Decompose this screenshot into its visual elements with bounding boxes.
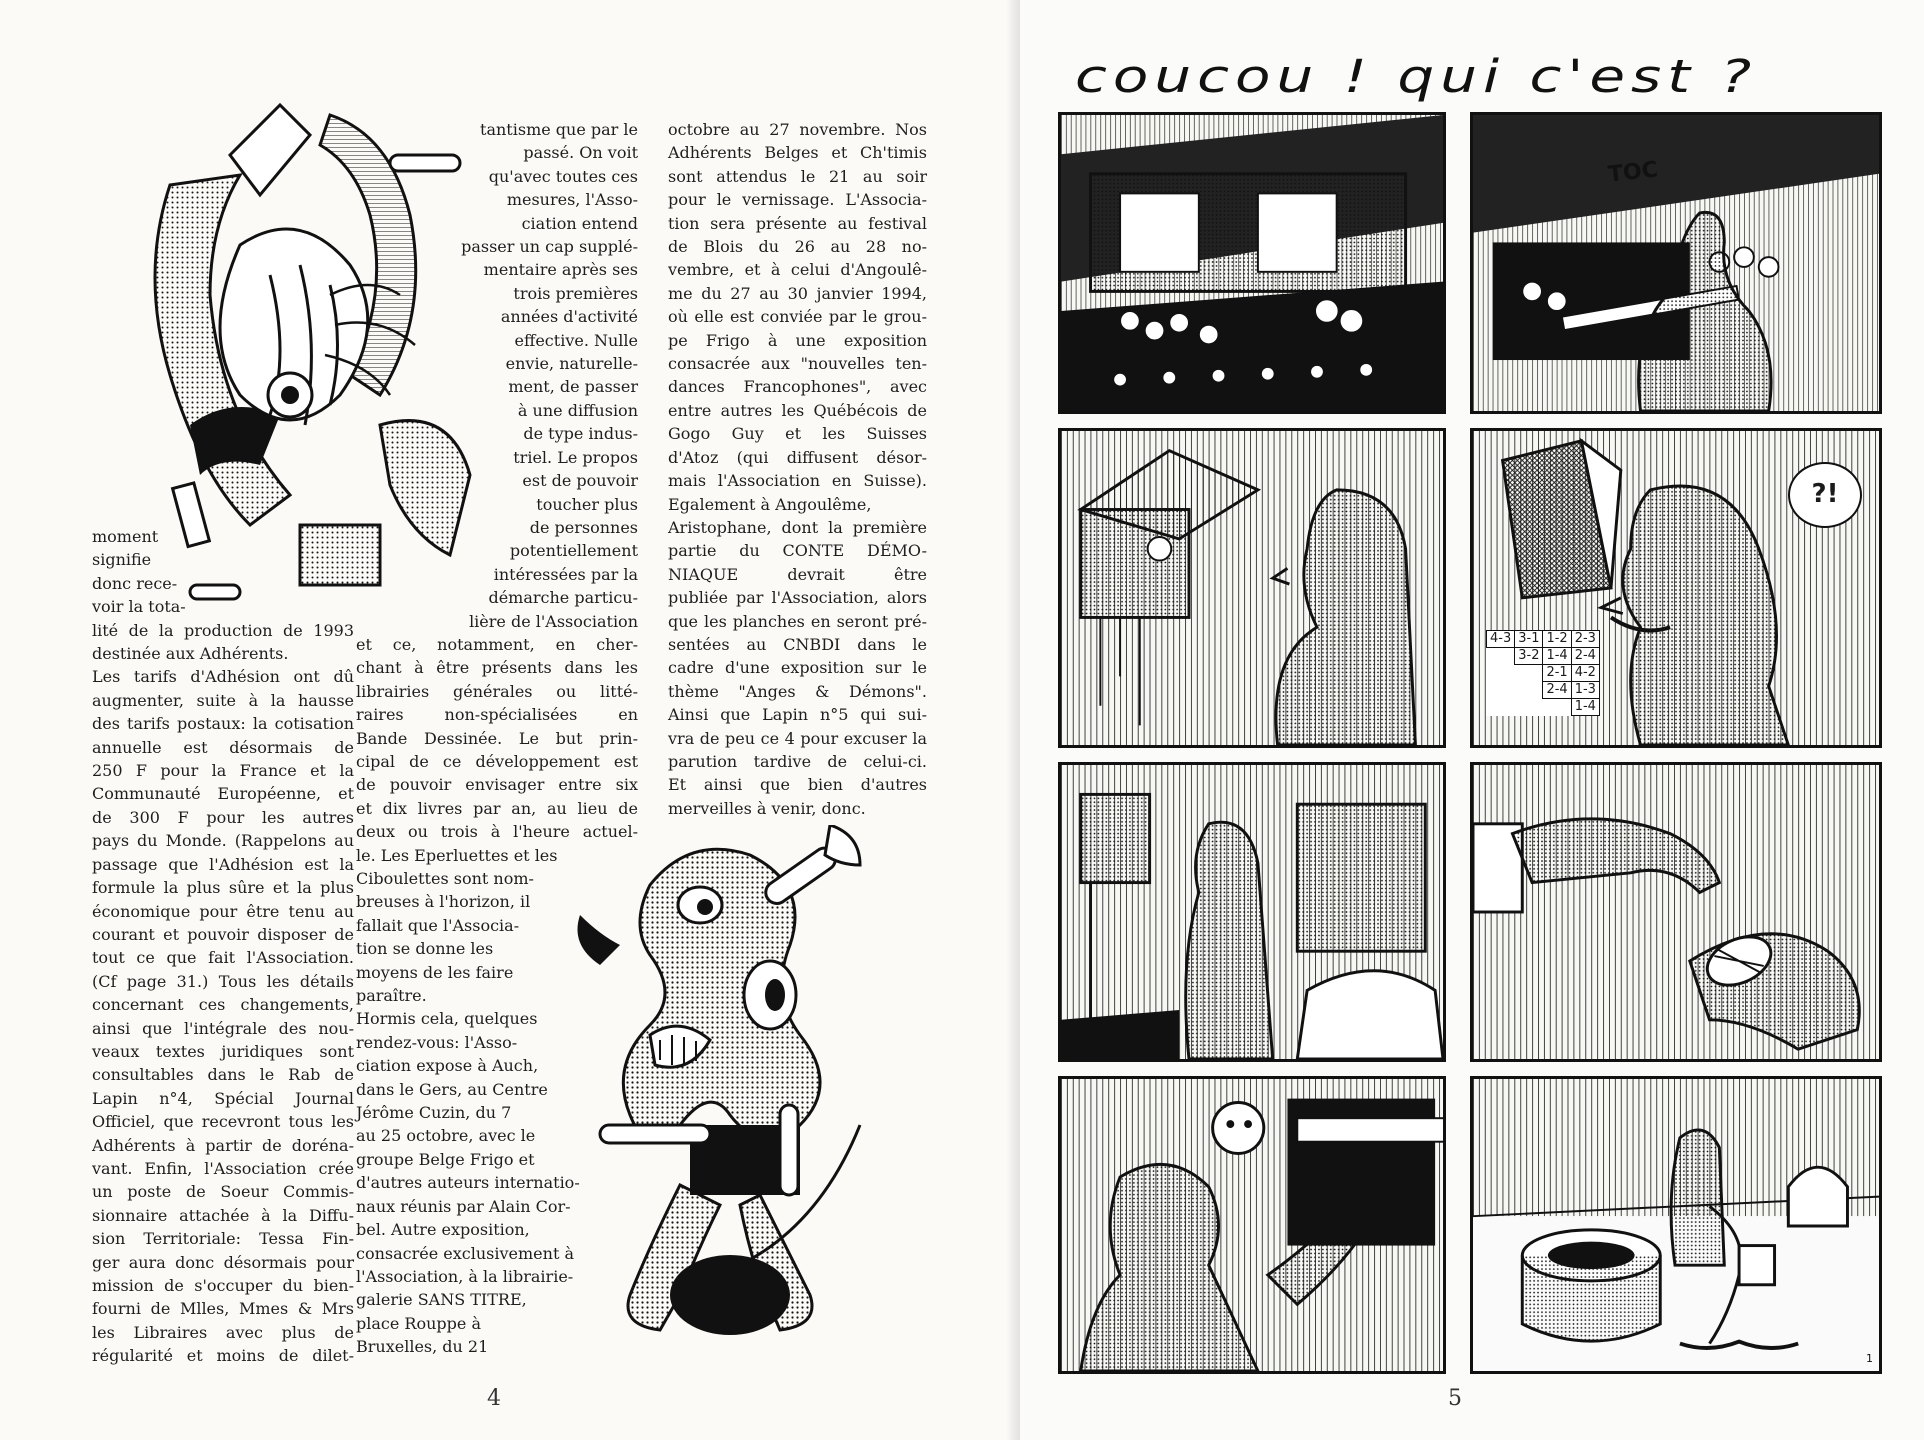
text-line: deux ou trois à l'heure actuel-: [356, 822, 638, 842]
text-line: NIAQUE devrait être: [668, 564, 927, 584]
number-pair-grid: [1486, 630, 1600, 716]
thought-bubble: ?!: [1788, 462, 1862, 528]
text-line: Aristophane, dont la première: [668, 517, 927, 537]
text-line: donc rece-: [92, 573, 178, 593]
text-line: tout ce que fait l'Association.: [92, 948, 354, 968]
grid-cell: [1515, 682, 1543, 699]
text-line: sionnaire attachée à la Diffu-: [92, 1205, 354, 1225]
text-line: merveilles à venir, donc.: [668, 798, 866, 818]
text-line: envie, naturelle-: [505, 354, 638, 374]
grid-row: [1487, 699, 1600, 716]
text-line: trois premières: [513, 283, 638, 303]
text-line: tantisme que par le: [480, 120, 638, 139]
text-line: Adhérents Belges et Ch'timis: [668, 143, 927, 163]
text-line: sion Territoriale: Tessa Fin-: [92, 1229, 354, 1249]
text-line: ciation expose à Auch,: [356, 1056, 539, 1076]
text-line: passage que l'Adhésion est la: [92, 854, 354, 874]
text-line: économique pour être tenu au: [92, 901, 354, 921]
panel-number: 1: [1866, 1352, 1873, 1365]
text-line: toucher plus: [536, 494, 638, 514]
comic-panel-3: [1058, 428, 1446, 748]
grid-cell: [1543, 699, 1571, 716]
text-line: vembre, et à celui d'Angoulê-: [668, 260, 927, 280]
text-line: groupe Belge Frigo et: [356, 1149, 535, 1169]
page-number-right: 5: [1448, 1386, 1462, 1411]
text-line: cipal de ce développement est: [356, 751, 638, 771]
text-line: pour le vernissage. L'Associa-: [668, 190, 927, 210]
text-line: fallait que l'Associa-: [356, 915, 520, 935]
text-line: destinée aux Adhérents.: [92, 644, 289, 664]
text-line: moyens de les faire: [356, 962, 514, 982]
text-line: parution tardive de celui-ci.: [668, 751, 927, 771]
text-line: Adhérents à partir de doréna-: [92, 1135, 354, 1155]
text-line: tion sera présente au festival: [668, 213, 927, 233]
grid-cell: 2-4: [1571, 648, 1599, 665]
text-line: Les tarifs d'Adhésion ont dû: [92, 667, 354, 687]
text-line: Communauté Européenne, et: [92, 784, 354, 804]
text-line: mission de s'occuper du bien-: [92, 1276, 354, 1295]
text-line: mentaire après ses: [483, 260, 638, 280]
comic-panel-2: [1470, 112, 1882, 414]
grid-cell: 4-3: [1487, 631, 1515, 648]
text-line: veaux textes juridiques sont: [92, 1041, 354, 1061]
text-line: breuses à l'horizon, il: [356, 892, 531, 912]
grid-cell: 1-4: [1543, 648, 1571, 665]
text-line: me du 27 au 30 janvier 1994,: [668, 283, 927, 303]
text-column-3: [668, 118, 927, 820]
text-line: années d'activité: [500, 307, 638, 327]
sound-effect-toc: TOC: [1606, 157, 1660, 188]
comic-panel-5: [1058, 762, 1446, 1062]
grid-cell: [1487, 699, 1515, 716]
text-line: Officiel, que recevront tous les: [92, 1112, 354, 1132]
text-line: publiée par l'Association, alors: [668, 588, 927, 608]
text-line: et ce, notamment, en cher-: [356, 634, 638, 654]
text-line: annuelle est désormais de: [92, 737, 354, 757]
text-line: courant et pouvoir disposer de: [92, 924, 354, 944]
grid-cell: [1515, 699, 1543, 716]
text-line: démarche particu-: [488, 588, 638, 608]
text-line: (Cf page 31.) Tous les détails: [92, 971, 354, 991]
text-line: des tarifs postaux: la cotisation: [92, 714, 354, 734]
text-line: moment: [92, 527, 159, 546]
text-line: augmenter, suite à la hausse: [92, 690, 354, 710]
text-line: effective. Nulle: [514, 330, 638, 350]
text-line: que les planches en seront pré-: [668, 611, 927, 631]
text-line: Ainsi que Lapin n°5 qui sui-: [668, 705, 927, 725]
text-line: un poste de Soeur Commis-: [92, 1182, 354, 1202]
text-line: d'Atoz (qui diffusent désor-: [668, 447, 927, 467]
text-line: les Libraires avec plus de: [92, 1322, 354, 1342]
text-line: paraître.: [356, 986, 427, 1006]
comic-panel-8: [1470, 1076, 1882, 1374]
grid-cell: 3-1: [1515, 631, 1543, 648]
grid-cell: 1-4: [1571, 699, 1599, 716]
grid-row: [1487, 631, 1600, 648]
text-line: régularité et moins de dilet-: [92, 1346, 354, 1366]
text-column-1: [92, 525, 354, 1368]
text-line: voir la tota-: [92, 597, 186, 617]
text-line: rendez-vous: l'Asso-: [356, 1032, 518, 1052]
comic-panel-1: [1058, 112, 1446, 414]
text-line: place Rouppe à: [356, 1313, 481, 1333]
text-line: consacrée exclusivement à: [356, 1243, 574, 1263]
text-line: ger aura donc désormais pour: [92, 1252, 354, 1272]
text-line: Hormis cela, quelques: [356, 1009, 538, 1029]
text-line: intéressées par la: [493, 564, 638, 584]
text-line: mesures, l'Asso-: [506, 190, 638, 210]
text-line: Egalement à Angoulême,: [668, 494, 872, 514]
text-line: chant à être présents dans les: [356, 658, 638, 678]
text-line: pe Frigo à une exposition: [668, 330, 927, 350]
text-line: lière de l'Association: [469, 611, 638, 631]
text-line: consacrée aux "nouvelles ten-: [668, 354, 927, 374]
text-line: librairies générales ou litté-: [356, 681, 638, 701]
grid-row: [1487, 648, 1600, 665]
text-line: lité de la production de 1993: [92, 620, 354, 640]
text-line: de personnes: [529, 517, 638, 537]
text-line: entre autres les Québécois de: [668, 400, 927, 420]
text-line: Bruxelles, du 21: [356, 1337, 489, 1357]
text-line: est de pouvoir: [522, 471, 638, 491]
text-line: ment, de passer: [508, 377, 638, 397]
text-line: tion se donne les: [356, 939, 494, 959]
grid-row: [1487, 665, 1600, 682]
text-line: Lapin n°4, Spécial Journal: [92, 1088, 354, 1108]
text-line: de Blois du 26 au 28 no-: [668, 237, 927, 257]
text-line: raires non-spécialisées en: [356, 705, 638, 725]
grid-cell: 4-2: [1571, 665, 1599, 682]
text-line: ciation entend: [521, 213, 638, 233]
grid-cell: [1487, 682, 1515, 699]
comic-panel-6: [1470, 762, 1882, 1062]
text-line: signifie: [92, 550, 152, 570]
grid-cell: 1-2: [1543, 631, 1571, 648]
text-line: sentées au CNBDI dans le: [668, 634, 927, 654]
text-line: l'Association, à la librairie-: [356, 1266, 574, 1286]
text-line: triel. Le propos: [513, 447, 638, 467]
grid-cell: 2-3: [1571, 631, 1599, 648]
text-line: et dix livres par an, au lieu de: [356, 798, 638, 818]
text-line: où elle est conviée par le grou-: [668, 307, 927, 327]
grid-row: [1487, 682, 1600, 699]
text-line: 250 F pour la France et la: [92, 761, 354, 781]
text-line: partie du CONTE DÉMO-: [668, 541, 927, 561]
text-line: Jérôme Cuzin, du 7: [356, 1103, 512, 1123]
text-line: d'autres auteurs internatio-: [356, 1173, 580, 1193]
text-line: mais l'Association en Suisse).: [668, 471, 927, 491]
text-line: bel. Autre exposition,: [356, 1220, 530, 1240]
text-line: thème "Anges & Démons".: [668, 681, 927, 701]
text-line: de type indus-: [523, 424, 638, 444]
grid-cell: [1487, 648, 1515, 665]
grid-cell: [1487, 665, 1515, 682]
grid-cell: 3-2: [1515, 648, 1543, 665]
page-number-left: 4: [487, 1386, 501, 1411]
text-line: sont attendus le 21 au soir: [668, 166, 927, 186]
text-line: Gogo Guy et les Suisses: [668, 424, 927, 444]
text-line: dans le Gers, au Centre: [356, 1079, 548, 1099]
text-line: au 25 octobre, avec le: [356, 1126, 536, 1146]
text-line: le. Les Eperluettes et les: [356, 845, 558, 865]
text-line: cadre d'une exposition sur le: [668, 658, 927, 678]
grid-cell: 1-3: [1571, 682, 1599, 699]
text-line: passé. On voit: [523, 143, 638, 163]
text-line: vra de peu ce 4 pour excuser la: [668, 728, 927, 748]
text-line: formule la plus sûre et la plus: [92, 878, 354, 898]
text-line: à une diffusion: [517, 400, 638, 420]
text-column-2: [356, 118, 638, 1359]
text-line: octobre au 27 novembre. Nos: [668, 120, 927, 139]
text-line: pays du Monde. (Rappelons au: [92, 831, 354, 851]
text-line: passer un cap supplé-: [461, 237, 638, 257]
text-line: consultables dans le Rab de: [92, 1065, 354, 1085]
text-line: potentiellement: [509, 541, 638, 561]
grid-cell: [1515, 665, 1543, 682]
text-line: galerie SANS TITRE,: [356, 1290, 527, 1310]
text-line: vant. Enfin, l'Association crée: [92, 1158, 354, 1178]
text-line: Et ainsi que bien d'autres: [668, 775, 927, 795]
text-line: dances Francophones", avec: [668, 377, 927, 397]
text-line: naux réunis par Alain Cor-: [356, 1196, 571, 1216]
text-line: qu'avec toutes ces: [488, 166, 638, 186]
comic-title: coucou ! qui c'est ?: [1075, 50, 1758, 104]
text-line: de pouvoir envisager entre six: [356, 775, 638, 795]
text-line: Ciboulettes sont nom-: [356, 869, 534, 888]
text-line: fourni de Mlles, Mmes & Mrs: [92, 1299, 354, 1319]
comic-panel-7: [1058, 1076, 1446, 1374]
grid-cell: 2-4: [1543, 682, 1571, 699]
text-line: de 300 F pour les autres: [92, 807, 354, 827]
grid-cell: 2-1: [1543, 665, 1571, 682]
text-line: Bande Dessinée. Le but prin-: [356, 728, 638, 748]
text-line: ainsi que l'intégrale des nou-: [92, 1018, 354, 1038]
text-line: concernant ces changements,: [92, 995, 354, 1015]
